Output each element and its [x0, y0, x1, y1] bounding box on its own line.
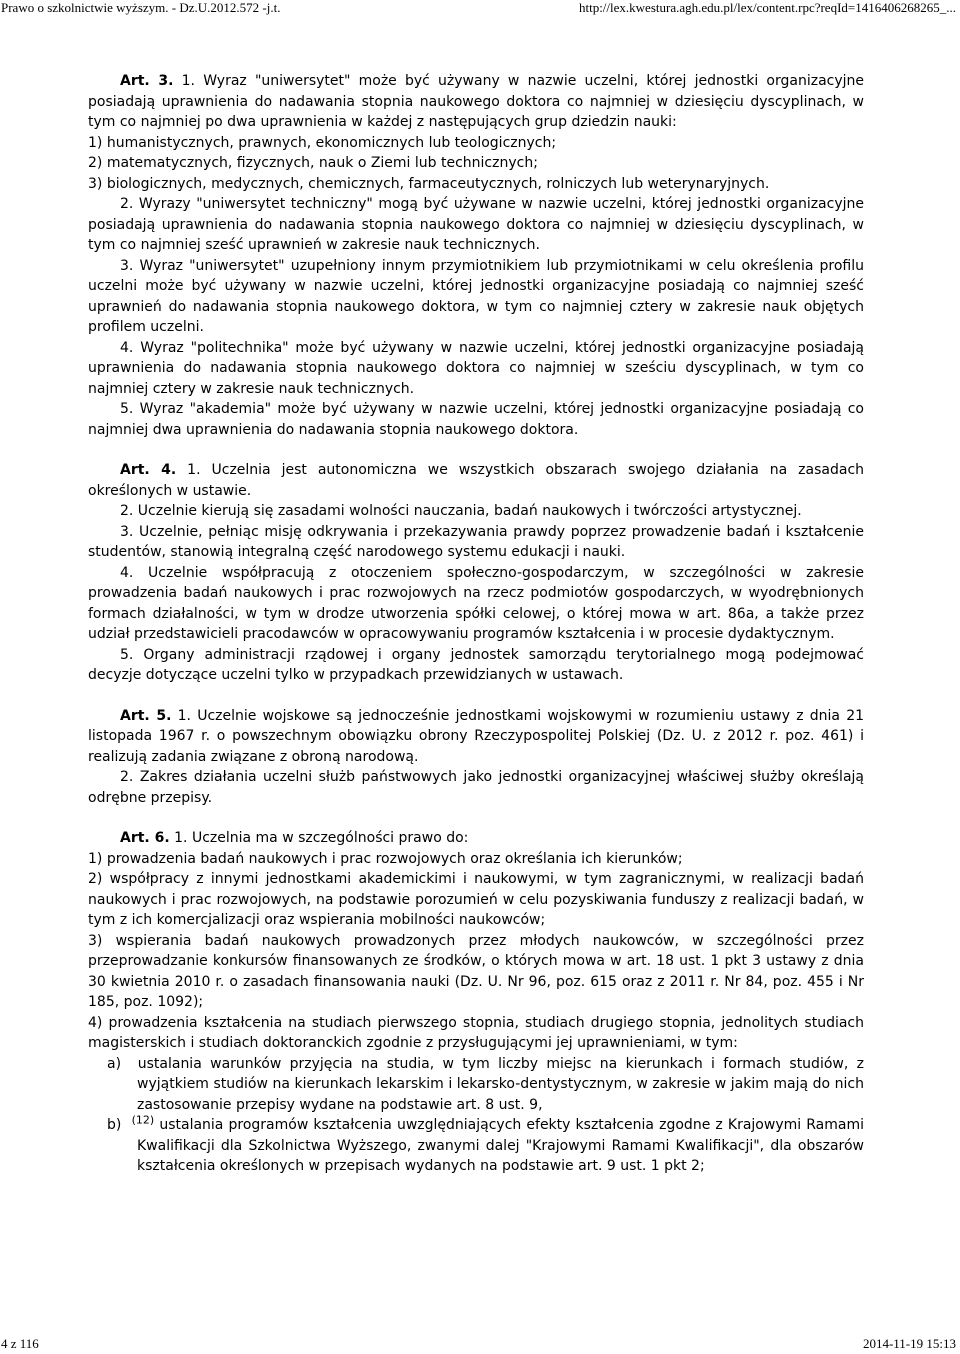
art6-par1	[88, 828, 864, 849]
art4-par1-num: 1.	[187, 462, 201, 478]
document-body	[88, 71, 864, 1177]
art3-par1	[88, 71, 864, 133]
art6-item-2: 2) współpracy z innymi jednostkami akademickimi i naukowymi, w tym zagranicznymi, w realizacji badań naukowych i prac rozwojowych, na podstawie porozumień w celu pozyskiwania funduszy z realizacji badań, w tym z ich komercjalizacji oraz wspierania mobilności naukowców;	[88, 871, 864, 928]
browser-print-header-title: Prawo o szkolnictwie wyższym. - Dz.U.2012.572 -j.t.	[1, 0, 281, 15]
art5-par2: 2. Zakres działania uczelni służb państwowych jako jednostki organizacyjnej właściwej służby określają odrębne przepisy.	[88, 769, 864, 806]
art4-par1	[88, 460, 864, 501]
art5-par1-num: 1.	[177, 707, 191, 724]
art3-item-3: 3) biologicznych, medycznych, chemicznych, farmaceutycznych, rolniczych lub weterynaryjnych.	[88, 175, 770, 192]
art6-subitem-b	[88, 1115, 864, 1177]
art3-par4: 4. Wyraz "politechnika" może być używany w nazwie uczelni, której jednostki organizacyjne posiadają uprawnienia do nadawania stopnia naukowego doktora co najmniej w sześciu dyscyplinach, w tym co najmniej cztery w zakresie nauk technicznych.	[88, 339, 864, 397]
art6-subitem-a-text: ustalania warunków przyjęcia na studia, w tym liczby miejsc na kierunkach i formach studiów, z wyjątkiem studiów na kierunkach lekarskim i lekarsko-dentystycznym, w zakresie w jakim mają do nich zastosowanie przepisy wydane na podstawie art. 8 ust. 9,	[137, 1055, 864, 1113]
art6-item-3: 3) wspierania badań naukowych prowadzonych przez młodych naukowców, w szczególności przez przeprowadzanie konkursów finansowanych ze środków, o których mowa w art. 18 ust. 1 pkt 3 ustawy z dnia 30 kwietnia 2010 r. o zasadach finansowania nauki (Dz. U. Nr 96, poz. 615 oraz z 2011 r. Nr 84, poz. 455 i Nr 185, poz. 1092);	[88, 932, 864, 1010]
art6-item-1: 1) prowadzenia badań naukowych i prac rozwojowych oraz określania ich kierunków;	[88, 850, 683, 867]
page-counter: 4 z 116	[1, 1336, 39, 1351]
art6-subitem-b-mark: b)	[107, 1117, 122, 1133]
art3-par2: 2. Wyrazy "uniwersytet techniczny" mogą być używane w nazwie uczelni, której jednostki organizacyjne posiadają uprawnienia do nadawania stopnia naukowego doktora co najmniej w dziesięciu dyscyplinach, w tym co najmniej sześć uprawnień w zakresie nauk technicznych.	[88, 196, 864, 253]
art4-par5: 5. Organy administracji rządowej i organy jednostek samorządu terytorialnego mogą podejmować decyzje dotyczące uczelni tylko w przypadkach przewidzianych w ustawach.	[88, 646, 864, 683]
art6-par1-text: Uczelnia ma w szczególności prawo do:	[191, 830, 469, 846]
art3-item-1: 1) humanistycznych, prawnych, ekonomicznych lub teologicznych;	[88, 134, 557, 151]
art3-label: Art. 3.	[120, 73, 174, 89]
art4-par1-text: Uczelnia jest autonomiczna we wszystkich obszarach swojego działania na zasadach określonych w ustawie.	[88, 462, 865, 499]
art6-subitem-a-mark: a)	[107, 1055, 122, 1072]
art3-par1-text: Wyraz "uniwersytet" może być używany w nazwie uczelni, której jednostki organizacyjne posiadają uprawnienia do nadawania stopnia naukowego doktora co najmniej w dziesięciu dyscyplinach, w tym co najmniej po dwa uprawnienia w każdej z następujących grup dziedzin nauki:	[88, 73, 865, 130]
art3-item-2: 2) matematycznych, fizycznych, nauk o Ziemi lub technicznych;	[88, 155, 538, 171]
art6-subitem-b-text: ustalania programów kształcenia uwzględniających efekty kształcenia zgodne z Krajowymi Ramami Kwalifikacji dla Szkolnictwa Wyższego, zwanymi dalej "Krajowymi Ramami Kwalifikacji", dla obszarów kształcenia określonych w przepisach wydanych na podstawie art. 9 ust. 1 pkt 2;	[137, 1117, 864, 1174]
art4-par3: 3. Uczelnie, pełniąc misję odkrywania i przekazywania prawdy poprzez prowadzenie badań i kształcenie studentów, stanowią integralną część narodowego systemu edukacji i nauki.	[88, 523, 864, 560]
art5-label: Art. 5.	[120, 707, 172, 724]
art6-item-4: 4) prowadzenia kształcenia na studiach pierwszego stopnia, studiach drugiego stopnia, jednolitych studiach magisterskich i studiach doktoranckich zgodnie z przysługującymi jej uprawnieniami, w tym:	[88, 1014, 864, 1051]
art4-par4: 4. Uczelnie współpracują z otoczeniem społeczno-gospodarczym, w szczególności w zakresie prowadzenia badań naukowych i prac rozwojowych na rzecz podmiotów gospodarczych, w wyodrębnionych formach działalności, w tym w drodze utworzenia spółki celowej, o której mowa w art. 86a, a także przez udział przedstawicieli pracodawców w opracowywaniu programów kształcenia i w procesie dydaktycznym.	[88, 564, 864, 642]
art3-par1-num: 1.	[181, 73, 195, 89]
art5-par1	[88, 706, 864, 768]
art6-par1-num: 1.	[174, 830, 188, 846]
art6-label: Art. 6.	[120, 830, 170, 846]
amendment-footnote-ref[interactable]: (12)	[131, 1113, 155, 1127]
art3-par3: 3. Wyraz "uniwersytet" uzupełniony innym przymiotnikiem lub przymiotnikami w celu określenia profilu uczelni może być używany w nazwie uczelni, której jednostki organizacyjne posiadają co najmniej sześć uprawnień do nadawania stopnia naukowego doktora, w tym co najmniej cztery w zakresie nauk objętych profilem uczelni.	[88, 257, 864, 335]
art3-par5: 5. Wyraz "akademia" może być używany w nazwie uczelni, której jednostki organizacyjne posiadają co najmniej dwa uprawnienia do nadawania stopnia naukowego doktora.	[88, 401, 864, 438]
browser-print-header-url: http://lex.kwestura.agh.edu.pl/lex/content.rpc?reqId=1416406268265_...	[578, 0, 956, 15]
print-timestamp: 2014-11-19 15:13	[862, 1336, 956, 1351]
art4-label: Art. 4.	[120, 462, 177, 478]
art5-par1-text: Uczelnie wojskowe są jednocześnie jednostkami wojskowymi w rozumieniu ustawy z dnia 21 listopada 1967 r. o powszechnym obowiązku obrony Rzeczypospolitej Polskiej (Dz. U. z 2012 r. poz. 461) i realizują zadania związane z obroną narodową.	[88, 707, 865, 765]
art4-par2: 2. Uczelnie kierują się zasadami wolności nauczania, badań naukowych i twórczości artystycznej.	[120, 503, 802, 519]
art6-subitem-a	[88, 1054, 864, 1116]
